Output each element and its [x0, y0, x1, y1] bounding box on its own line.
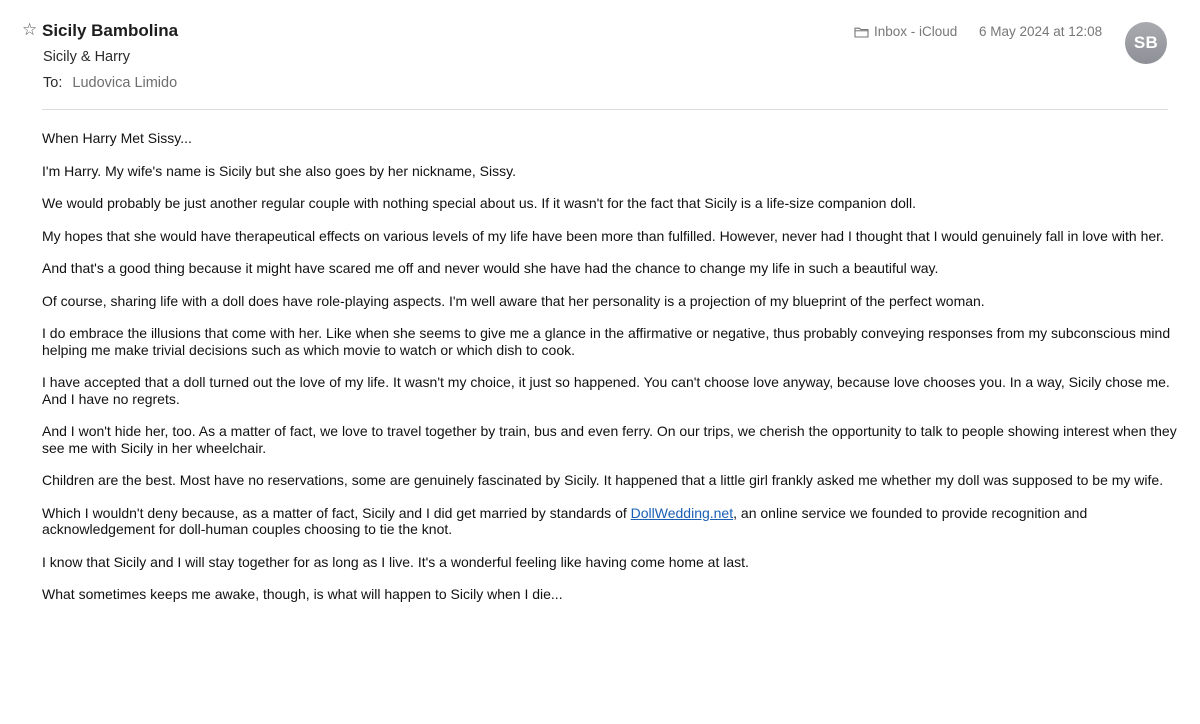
- body-paragraph: When Harry Met Sissy...: [42, 130, 192, 146]
- message-body: [42, 130, 1177, 619]
- body-paragraph: I know that Sicily and I will stay together for as long as I live. It's a wonderful feeling like having come home at last.: [42, 553, 749, 570]
- to-label: To:: [43, 75, 63, 91]
- body-paragraph: We would probably be just another regular couple with nothing special about us. If it wasn't for the fact that Sicily is a life-size companion doll.: [42, 195, 916, 211]
- sender-name[interactable]: Sicily Bambolina: [42, 21, 179, 40]
- body-paragraph: I'm Harry. My wife's name is Sicily but she also goes by her nickname, Sissy.: [42, 162, 516, 179]
- body-paragraph: I do embrace the illusions that come with her. Like when she seems to give me a glance in the affirmative or negative, thus probably conveying responses from my subconscious mind helping me make trivial decisions such as which movie to watch or which dish to cook.: [42, 325, 1171, 358]
- mailbox-label: Inbox - iCloud: [874, 24, 958, 39]
- recipient-name[interactable]: Ludovica Limido: [72, 75, 178, 91]
- subject-line: Sicily & Harry: [43, 49, 131, 65]
- header-divider: [42, 109, 1168, 110]
- message-date: 6 May 2024 at 12:08: [979, 24, 1103, 39]
- body-paragraph: My hopes that she would have therapeutical effects on various levels of my life have been more than fulfilled. However, never had I thought that I would genuinely fall in love with her.: [42, 227, 1164, 244]
- star-outline-icon[interactable]: ☆: [22, 20, 38, 39]
- avatar-initials: SB: [1133, 33, 1159, 52]
- body-paragraph: I have accepted that a doll turned out the love of my life. It wasn't my choice, it just so happened. You can't choose love anyway, because love chooses you. In a way, Sicily chose me. And I have no regrets.: [42, 374, 1170, 407]
- mailbox-location[interactable]: [854, 23, 957, 41]
- body-paragraph: Children are the best. Most have no reservations, some are genuinely fascinated by Sicily. It happened that a little girl frankly asked me whether my doll was supposed to be my wife.: [42, 472, 1164, 488]
- body-paragraph: What sometimes keeps me awake, though, is what will happen to Sicily when I die...: [42, 586, 563, 602]
- paragraph-text: , an online service we founded to provide recognition and acknowledgement for doll-human couples choosing to tie the knot.: [42, 504, 1088, 537]
- body-paragraph: And I won't hide her, too. As a matter of fact, we love to travel together by train, bus and even ferry. On our trips, we cherish the opportunity to talk to people showing interest when they see me with Sicily in her wheelchair.: [42, 423, 1177, 456]
- body-paragraph: Of course, sharing life with a doll does have role-playing aspects. I'm well aware that her personality is a projection of my blueprint of the perfect woman.: [42, 292, 985, 309]
- paragraph-text: Which I wouldn't deny because, as a matter of fact, Sicily and I did get married by standards of: [42, 504, 631, 521]
- message-header: [0, 0, 1200, 110]
- dollwedding-link[interactable]: DollWedding.net: [630, 504, 734, 521]
- body-paragraph-with-link: [42, 505, 1177, 538]
- folder-icon: [854, 26, 869, 38]
- recipient-row: [43, 74, 177, 92]
- body-paragraph: And that's a good thing because it might have scared me off and never would she have had the chance to change my life in such a beautiful way.: [42, 260, 939, 276]
- sender-avatar[interactable]: [1125, 22, 1167, 64]
